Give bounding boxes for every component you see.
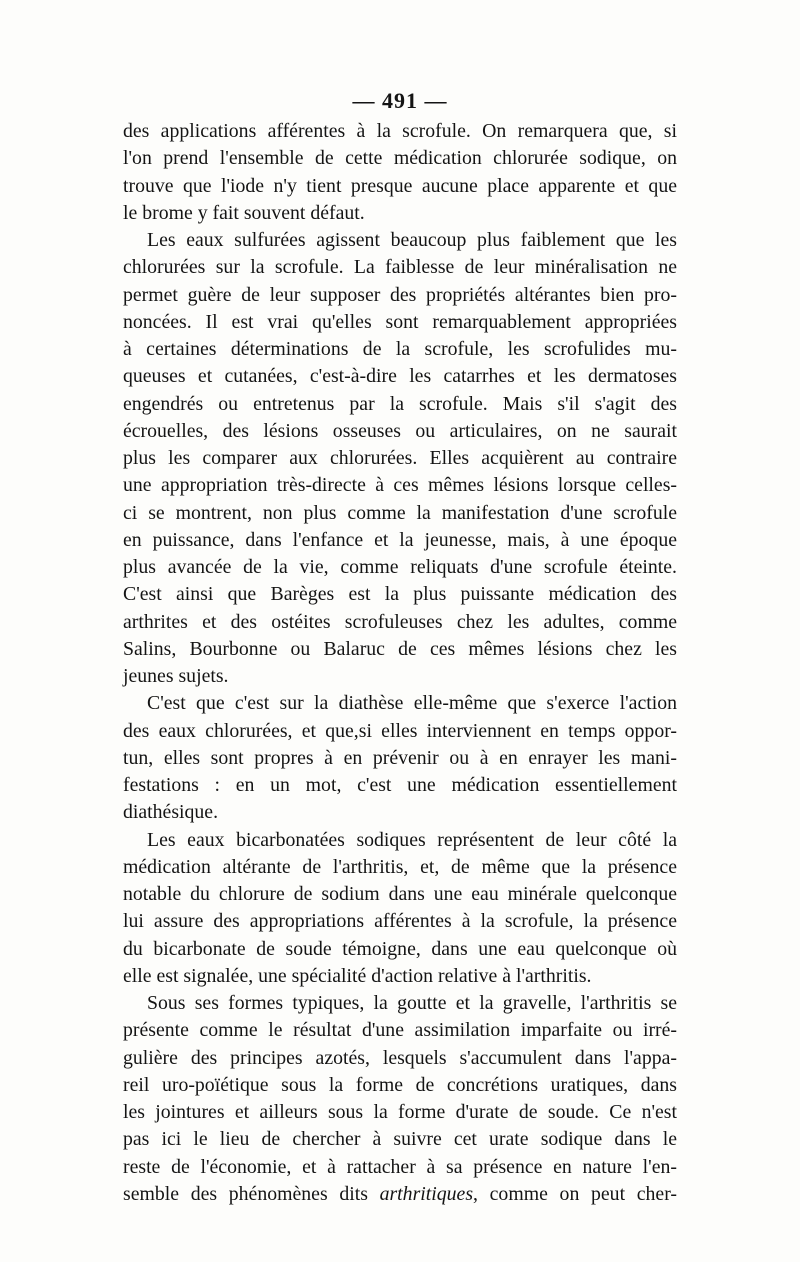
text-line: elle est signalée, une spécialité d'action relative à l'arthritis. bbox=[123, 964, 592, 987]
text-line: ci se montrent, non plus comme la manifestation d'une scrofule bbox=[123, 501, 677, 524]
text-line: médication altérante de l'arthritis, et, de même que la présence bbox=[123, 855, 677, 878]
text-line: des eaux chlorurées, et que,si elles interviennent en temps oppor- bbox=[123, 719, 677, 742]
text-line: Les eaux sulfurées agissent beaucoup plus faiblement que les bbox=[147, 229, 677, 251]
body-text bbox=[123, 118, 677, 1208]
page-number: — 491 — bbox=[352, 88, 448, 113]
text-line: Salins, Bourbonne ou Balaruc de ces mêmes lésions chez les bbox=[123, 637, 677, 660]
text-line: Les eaux bicarbonatées sodiques représentent de leur côté la bbox=[147, 828, 677, 851]
text-segment: , comme on peut cher- bbox=[473, 1182, 677, 1205]
text-line: présente comme le résultat d'une assimilation imparfaite ou irré- bbox=[123, 1019, 677, 1042]
text-line: à certaines déterminations de la scrofule, les scrofulides mu- bbox=[123, 338, 677, 360]
text-line: gulière des principes azotés, lesquels s'accumulent dans l'appa- bbox=[123, 1046, 677, 1069]
text-line: chlorurées sur la scrofule. La faiblesse de leur minéralisation ne bbox=[123, 256, 677, 279]
text-segment: semble des phénomènes dits bbox=[123, 1182, 380, 1205]
italic-term: arthritiques bbox=[379, 1182, 474, 1205]
text-line: Sous ses formes typiques, la goutte et la gravelle, l'arthritis se bbox=[147, 992, 677, 1014]
text-line: tun, elles sont propres à en prévenir ou à en enrayer les mani- bbox=[123, 746, 677, 769]
text-line: les jointures et ailleurs sous la forme d'urate de soude. Ce n'est bbox=[123, 1101, 677, 1123]
text-line: C'est que c'est sur la diathèse elle-même que s'exerce l'action bbox=[147, 692, 677, 715]
text-line: arthrites et des ostéites scrofuleuses chez les adultes, comme bbox=[123, 610, 677, 633]
text-line: une appropriation très-directe à ces mêmes lésions lorsque celles- bbox=[123, 474, 677, 497]
text-line: notable du chlorure de sodium dans une eau minérale quelconque bbox=[123, 883, 677, 905]
text-line: des applications afférentes à la scrofule. On remarquera que, si bbox=[123, 120, 677, 142]
text-line: queuses et cutanées, c'est-à-dire les catarrhes et les dermatoses bbox=[123, 365, 677, 388]
text-line: lui assure des appropriations afférentes à la scrofule, la présence bbox=[123, 910, 677, 933]
text-line: engendrés ou entretenus par la scrofule. Mais s'il s'agit des bbox=[123, 392, 677, 415]
text-line: reil uro-poïétique sous la forme de concrétions uratiques, dans bbox=[123, 1073, 677, 1096]
text-line: du bicarbonate de soude témoigne, dans une eau quelconque où bbox=[123, 937, 677, 960]
text-line: diathésique. bbox=[123, 801, 219, 824]
text-line: permet guère de leur supposer des propriétés altérantes bien pro- bbox=[123, 283, 677, 306]
text-line: jeunes sujets. bbox=[123, 665, 229, 687]
text-line: pas ici le lieu de chercher à suivre cet urate sodique dans le bbox=[123, 1128, 677, 1151]
text-line: plus avancée de la vie, comme reliquats d'une scrofule éteinte. bbox=[123, 556, 677, 578]
text-line: trouve que l'iode n'y tient presque aucune place apparente et que bbox=[123, 174, 677, 197]
text-line: noncées. Il est vrai qu'elles sont remarquablement appropriées bbox=[123, 310, 677, 333]
text-line: festations : en un mot, c'est une médication essentiellement bbox=[123, 774, 677, 796]
text-line: reste de l'économie, et à rattacher à sa présence en nature l'en- bbox=[123, 1155, 677, 1178]
text-line: en puissance, dans l'enfance et la jeunesse, mais, à une époque bbox=[123, 528, 677, 551]
text-line: plus les comparer aux chlorurées. Elles acquièrent au contraire bbox=[123, 447, 677, 469]
text-line: l'on prend l'ensemble de cette médication chlorurée sodique, on bbox=[123, 147, 677, 170]
text-line bbox=[123, 1181, 677, 1208]
text-line: écrouelles, des lésions osseuses ou articulaires, on ne saurait bbox=[123, 419, 677, 442]
text-line: C'est ainsi que Barèges est la plus puissante médication des bbox=[123, 583, 677, 606]
text-line: le brome y fait souvent défaut. bbox=[123, 201, 365, 224]
